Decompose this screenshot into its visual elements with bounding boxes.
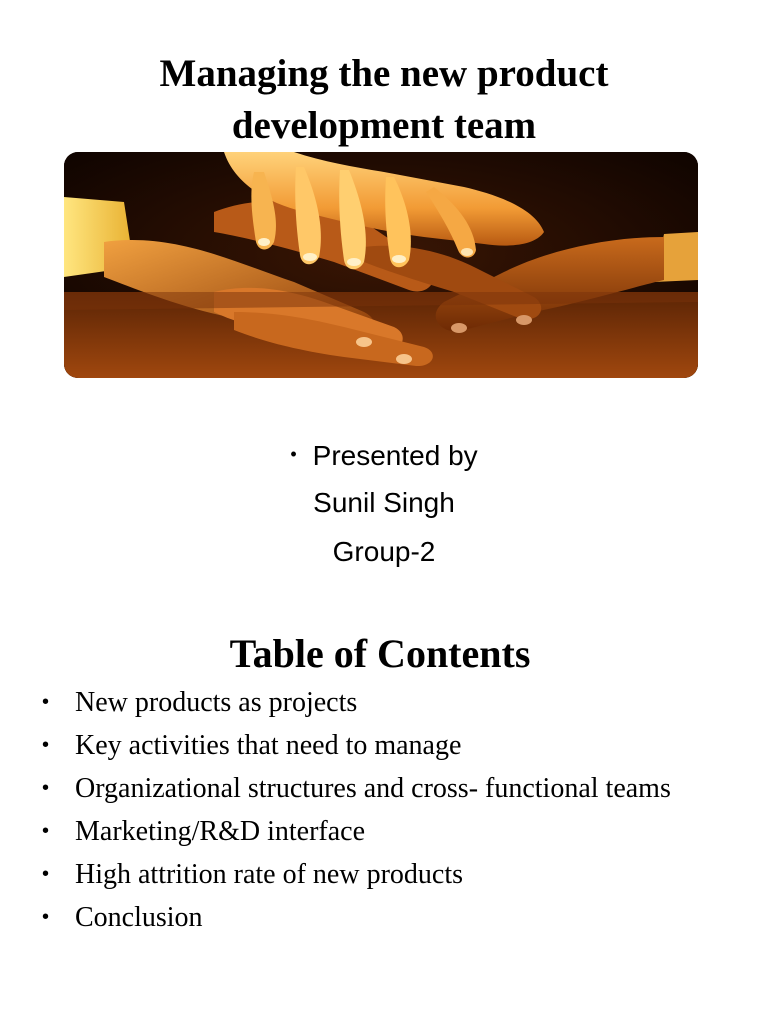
- toc-item-label: Marketing/R&D interface: [75, 816, 366, 847]
- toc-list: [42, 684, 682, 942]
- presenter-group: Group-2: [332, 536, 436, 567]
- toc-item-label: New products as projects: [75, 687, 358, 718]
- bullet-icon: •: [290, 444, 297, 464]
- toc-item-label: High attrition rate of new products: [75, 859, 464, 890]
- toc-item: [42, 856, 682, 893]
- toc-item: [42, 899, 682, 936]
- slide-title-line-1: Managing the new product: [159, 52, 609, 96]
- presenter-name: Sunil Singh: [313, 487, 455, 518]
- slide-title: [0, 48, 768, 152]
- toc-title: Table of Contents: [229, 631, 531, 677]
- toc-item: [42, 727, 682, 764]
- toc-item-label: Conclusion: [75, 902, 203, 933]
- toc-item: [42, 813, 682, 850]
- toc-item: [42, 770, 682, 807]
- presented-by-line: [0, 440, 768, 472]
- bullet-icon: •: [42, 906, 50, 928]
- stacked-hands-photo: [64, 152, 698, 378]
- toc-item: [42, 684, 682, 721]
- bullet-icon: •: [42, 863, 50, 885]
- bullet-icon: •: [42, 820, 50, 842]
- presented-by-label: Presented by: [312, 440, 478, 471]
- bullet-icon: •: [42, 691, 50, 713]
- toc-item-label: Key activities that need to manage: [75, 730, 462, 761]
- toc-item-label: Organizational structures and cross- functional teams: [75, 773, 671, 804]
- bullet-icon: •: [42, 777, 50, 799]
- bullet-icon: •: [42, 734, 50, 756]
- slide-title-line-2: development team: [231, 104, 537, 148]
